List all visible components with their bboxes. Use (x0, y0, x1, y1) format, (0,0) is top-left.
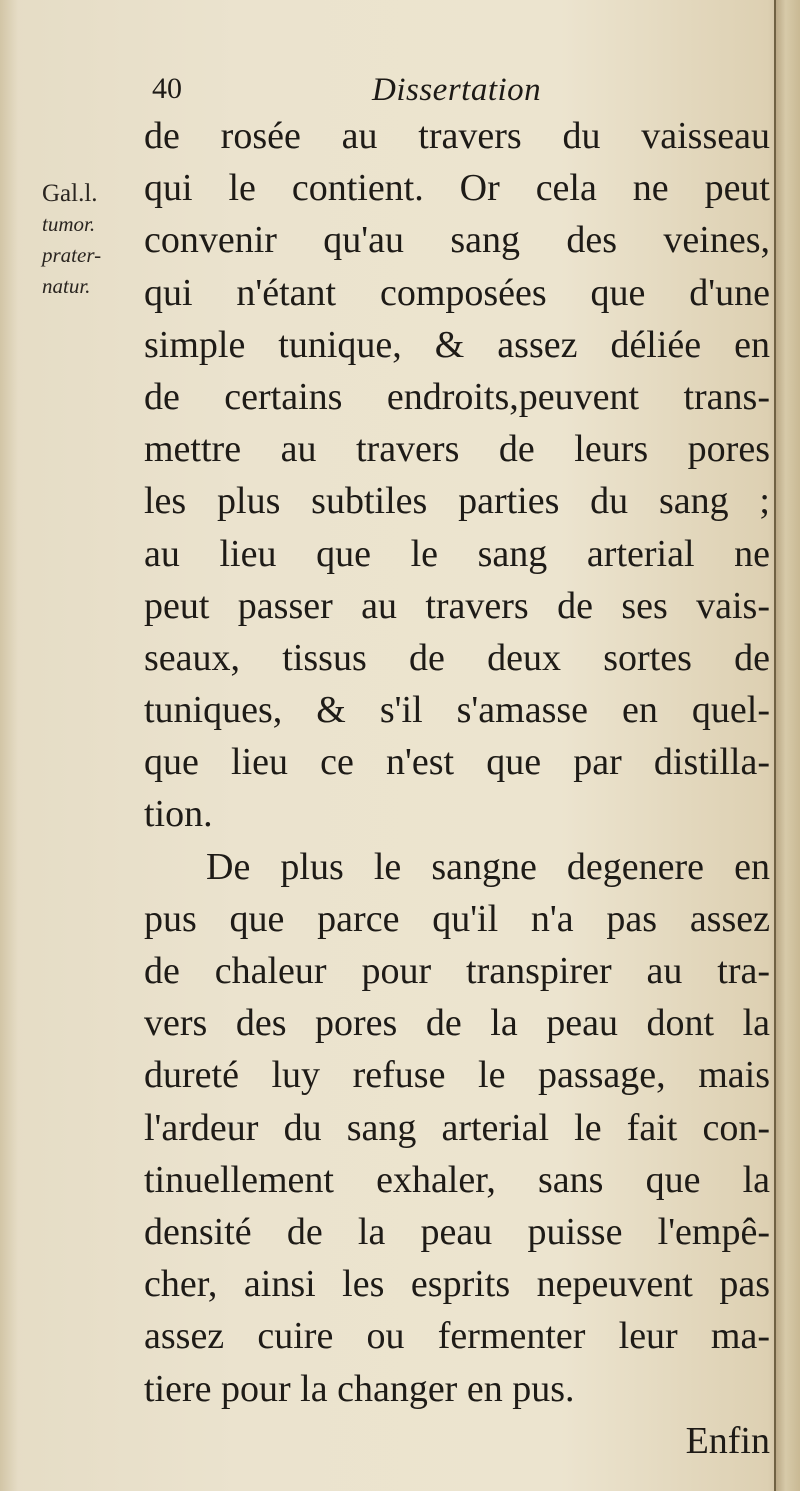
text-line (144, 788, 774, 840)
text-line-content: tinuellement exhaler, sans que la (144, 1158, 770, 1201)
text-line (144, 1102, 774, 1154)
catchword (144, 1415, 774, 1467)
text-line-content: De plus le sangne degenere en (206, 845, 770, 888)
text-line-content: densité de la peau puisse l'empê- (144, 1210, 770, 1253)
text-line (144, 1310, 774, 1362)
page-gutter-shadow (0, 0, 18, 1491)
text-line-content: de rosée au travers du vaisseau (144, 115, 770, 157)
text-line (144, 475, 774, 527)
margin-note: tumor. (42, 212, 96, 236)
text-line (144, 319, 774, 371)
text-line-content: tiere pour la changer en pus. (144, 1367, 575, 1410)
text-line-content: au lieu que le sang arterial ne (144, 532, 770, 575)
text-line-content: qui le contient. Or cela ne peut (144, 167, 770, 210)
text-line-content: vers des pores de la peau dont la (144, 1002, 770, 1045)
binding-line (774, 0, 776, 1491)
text-line (144, 736, 774, 788)
text-line (144, 632, 774, 684)
text-line (144, 267, 774, 319)
text-line-content: peut passer au travers de ses vais- (144, 584, 770, 627)
text-line (144, 997, 774, 1049)
text-line-content: dureté luy refuse le passage, mais (144, 1054, 770, 1097)
text-line (144, 1363, 774, 1415)
body-text (144, 110, 774, 1467)
catchword-text: Enfin (685, 1419, 770, 1462)
text-line-content: cher, ainsi les esprits nepeuvent pas (144, 1263, 770, 1306)
text-line (144, 893, 774, 945)
page-number: 40 (152, 72, 182, 105)
text-line-content: qui n'étant composées que d'une (144, 271, 770, 314)
text-line-content: l'ardeur du sang arterial le fait con- (144, 1106, 770, 1149)
text-line (144, 214, 774, 266)
text-line-content: les plus subtiles parties du sang ; (144, 480, 770, 523)
text-line-content: seaux, tissus de deux sortes de (144, 636, 770, 679)
text-line-content: assez cuire ou fermenter leur ma- (144, 1315, 770, 1358)
page-edge-shadow (774, 0, 800, 1491)
text-line (144, 162, 774, 214)
text-line-content: tuniques, & s'il s'amasse en quel- (144, 689, 770, 732)
running-title: Dissertation (372, 72, 542, 108)
text-line (144, 1206, 774, 1258)
text-line (144, 371, 774, 423)
text-line (144, 684, 774, 736)
text-line (144, 528, 774, 580)
text-line-content: simple tunique, & assez déliée en (144, 323, 770, 366)
text-line (144, 1258, 774, 1310)
text-line-content: que lieu ce n'est que par distilla- (144, 741, 770, 784)
text-line-content: convenir qu'au sang des veines, (144, 219, 770, 262)
paragraph-start-line (144, 841, 774, 893)
text-line-content: de certains endroits,peuvent trans- (144, 375, 770, 418)
text-line (144, 945, 774, 997)
text-line (144, 423, 774, 475)
margin-note: Gal.l. (42, 180, 98, 207)
text-line-content: pus que parce qu'il n'a pas assez (144, 897, 770, 940)
margin-note: prater- (42, 243, 102, 267)
text-line (144, 1154, 774, 1206)
text-line-content: tion. (144, 793, 213, 836)
text-line (144, 1049, 774, 1101)
text-line (144, 580, 774, 632)
margin-note: natur. (42, 274, 91, 298)
text-line-content: mettre au travers de leurs pores (144, 428, 770, 471)
text-line-content: de chaleur pour transpirer au tra- (144, 950, 770, 992)
text-line (144, 110, 774, 162)
